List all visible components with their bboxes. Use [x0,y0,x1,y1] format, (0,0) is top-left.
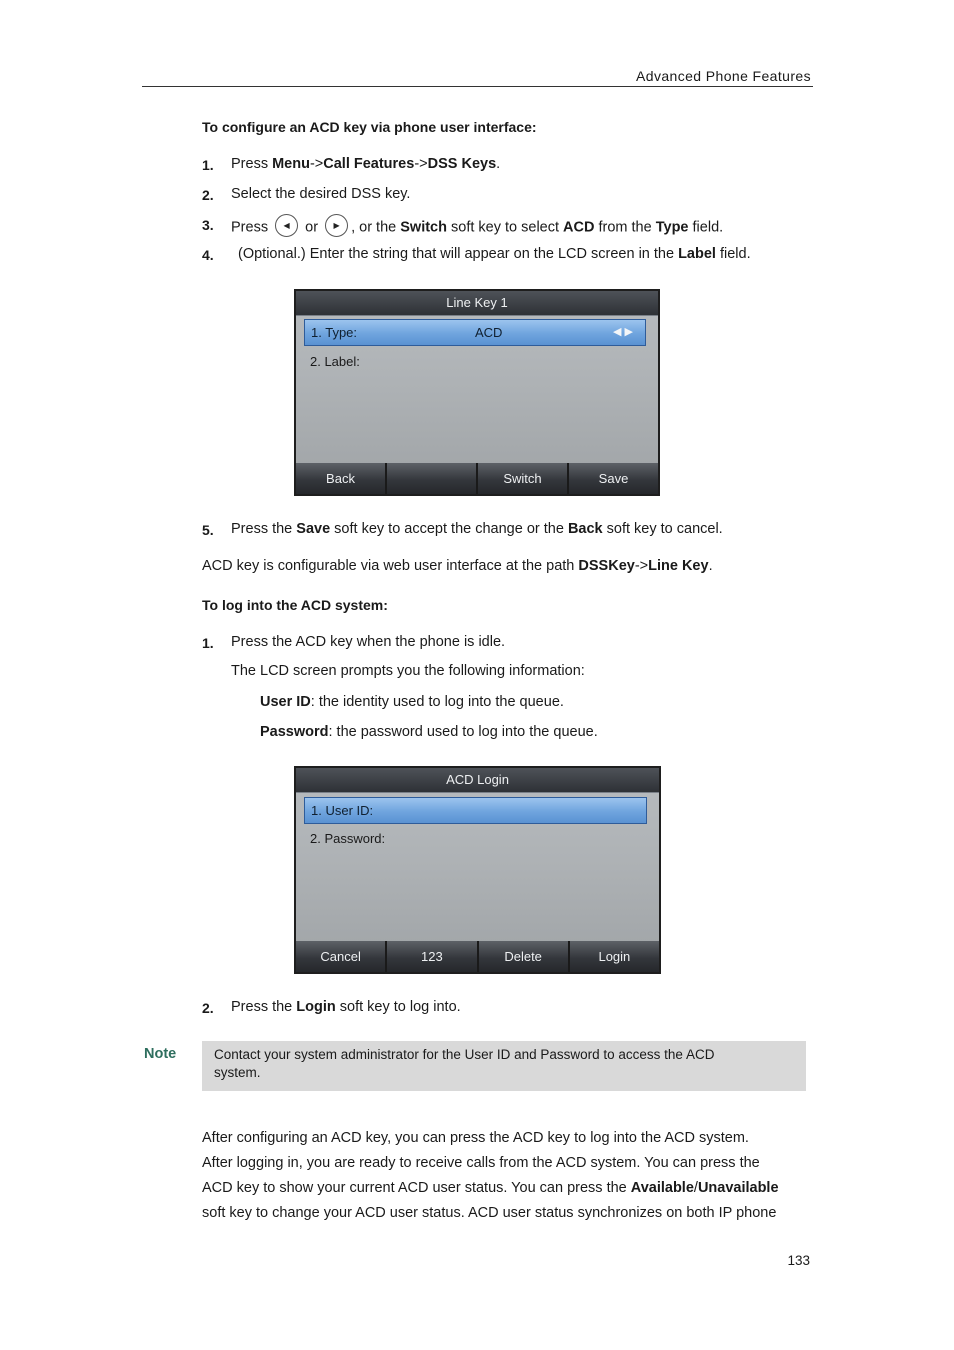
step-text: soft key to select [446,219,564,236]
step-text: , or the [351,219,401,236]
available-term: Available [630,1180,694,1196]
step-3-text [231,216,723,239]
paragraph-text: ACD key to show your current ACD user status. You can press the [202,1180,631,1196]
step-number: 5. [202,522,214,538]
unavailable-term: Unavailable [697,1180,779,1196]
call-features-term: Call Features [323,156,415,172]
step-number: 3. [202,217,214,233]
step-1-text [231,156,500,172]
step-text: soft key to log into. [335,999,461,1015]
lcd-screen-line-key [294,289,660,496]
lcd-row-value: ACD [475,325,503,340]
line-key-term: Line Key [648,558,709,574]
section-heading-configure: To configure an ACD key via phone user interface: [202,119,537,135]
separator-text: / [693,1180,698,1196]
user-id-term: User ID [260,694,311,710]
page-number: 133 [787,1253,810,1268]
step-text: from the [594,219,656,236]
note-text-line: system. [214,1065,261,1080]
step-text: Press the [231,999,297,1015]
softkey-switch[interactable]: Switch [478,463,567,494]
softkey-empty[interactable] [387,463,476,494]
lcd-prompt-text: The LCD screen prompts you the following information: [231,663,585,679]
paragraph-text: : the password used to log into the queue. [328,724,598,740]
step-text: . [496,156,501,172]
step-number: 1. [202,635,214,651]
note-label: Note [144,1046,177,1062]
switch-term: Switch [400,219,447,236]
step-text: or [305,219,319,236]
step-text: field. [688,219,724,236]
login-term: Login [296,999,336,1015]
menu-term: Menu [272,156,310,172]
back-term: Back [567,521,603,537]
closing-line-2: After logging in, you are ready to receive calls from the ACD system. You can press the [202,1155,760,1171]
step-number: 2. [202,187,214,203]
note-text-line: Contact your system administrator for the User ID and Password to access the ACD [214,1047,715,1062]
left-right-arrows-icon: ◀ ▶ [613,326,633,338]
step-2-text: Select the desired DSS key. [231,186,411,202]
save-term: Save [296,521,331,537]
softkey-login[interactable]: Login [570,941,659,972]
lcd-title: Line Key 1 [296,291,658,316]
label-term: Label [678,246,716,262]
closing-line-1: After configuring an ACD key, you can press the ACD key to log into the ACD system. [202,1130,749,1146]
lcd-softkey-bar [296,463,658,494]
softkey-123[interactable]: 123 [387,941,476,972]
lcd-row-label: 2. Label: [310,354,360,369]
arrow-text: -> [309,156,324,172]
dsskey-term: DSSKey [578,558,635,574]
lcd-row-type [304,319,646,346]
step-text: soft key to cancel. [602,521,723,537]
arrow-text: -> [634,558,649,574]
page-header-title: Advanced Phone Features [636,68,811,84]
softkey-delete[interactable]: Delete [479,941,568,972]
softkey-back[interactable]: Back [296,463,385,494]
step-text: Press the [231,521,297,537]
acd-term: ACD [563,219,595,236]
right-navigation-key-icon: ▶ [325,214,348,237]
web-path-paragraph [202,558,713,574]
section-heading-login: To log into the ACD system: [202,597,388,613]
step-text: Press [231,219,269,236]
step-text: (Optional.) Enter the string that will appear on the LCD screen in the [238,246,679,262]
softkey-cancel[interactable]: Cancel [296,941,385,972]
password-description [260,724,598,740]
step-text: Press [231,156,273,172]
login-step-1-text: Press the ACD key when the phone is idle. [231,634,506,650]
paragraph-text: . [708,558,713,574]
type-term: Type [655,219,689,236]
step-5-text [231,521,723,537]
closing-line-4: soft key to change your ACD user status. ACD user status synchronizes on both IP phone [202,1205,777,1221]
step-text: field. [715,246,751,262]
step-number: 4. [202,247,214,263]
lcd-row-label: 1. Type: [311,325,358,340]
lcd-row-label: 1. User ID: [311,803,374,818]
arrow-text: -> [414,156,428,172]
left-navigation-key-icon: ◀ [275,214,298,237]
lcd-screen-acd-login [294,766,661,974]
password-term: Password [260,724,329,740]
lcd-row-label: 2. Password: [310,831,386,846]
dss-keys-term: DSS Keys [427,156,497,172]
paragraph-text: : the identity used to log into the queue. [310,694,564,710]
step-4-text [238,246,751,262]
paragraph-text: ACD key is configurable via web user interface at the path [202,558,579,574]
note-box [202,1041,806,1091]
softkey-save[interactable]: Save [569,463,658,494]
lcd-row-user-id [304,797,647,824]
user-id-description [260,694,564,710]
lcd-softkey-bar [296,941,659,972]
step-text: soft key to accept the change or the [330,521,568,537]
closing-line-3 [202,1180,779,1196]
step-number: 2. [202,1000,214,1016]
lcd-title: ACD Login [296,768,659,793]
header-divider [142,86,813,87]
login-step-2-text [231,999,461,1015]
step-number: 1. [202,157,214,173]
